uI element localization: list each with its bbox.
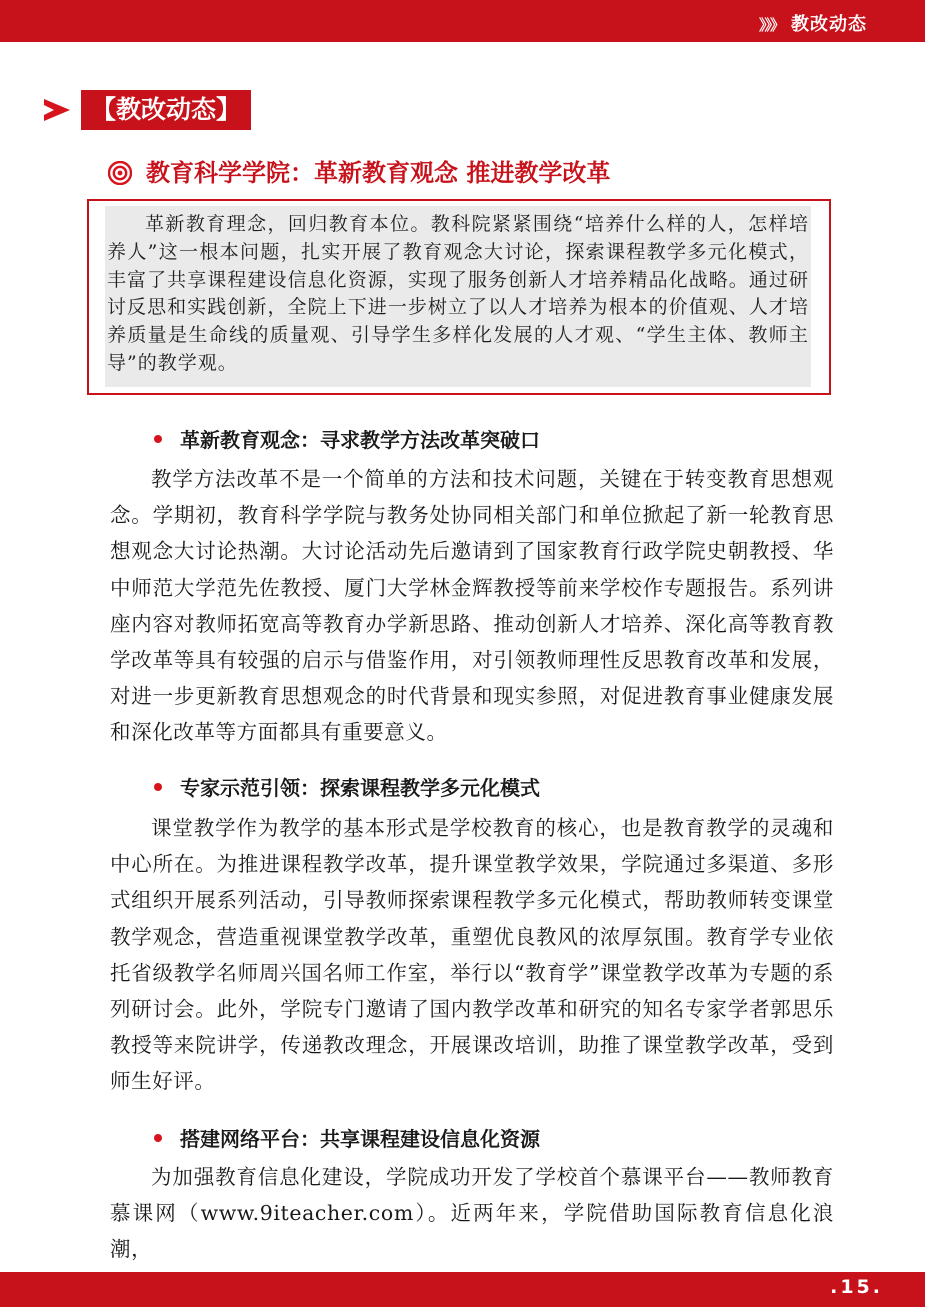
section-heading-text: 革新教育观念：寻求教学方法改革突破口 [180, 428, 540, 452]
double-chevron-icon: 》》》 [758, 16, 783, 34]
section-heading-text: 搭建网络平台：共享课程建设信息化资源 [180, 1127, 540, 1151]
abstract-box [87, 199, 831, 395]
bullet-dot-icon [154, 783, 162, 791]
section-paragraph-3: 为加强教育信息化建设，学院成功开发了学校首个慕课平台——教师教育慕课网（www.9iteacher.com）。近两年来，学院借助国际教育信息化浪潮， [110, 1165, 834, 1262]
arrow-notch [44, 105, 54, 115]
abstract-panel [105, 206, 811, 387]
header-section-title [759, 10, 867, 36]
abstract-text: 革新教育理念，回归教育本位。教科院紧紧围绕“培养什么样的人，怎样培养人”这一根本问题，扎实开展了教育观念大讨论，探索课程教学多元化模式，丰富了共享课程建设信息化资源，实现了服务创新人才培养精品化战略。通过研讨反思和实践创新，全院上下进一步树立了以人才培养为根本的价值观、人才培养质量是生命线的质量观、引导学生多样化发展的人才观、“学生主体、教师主导”的教学观。 [107, 213, 809, 374]
section-paragraph-1: 教学方法改革不是一个简单的方法和技术问题，关键在于转变教育思想观念。学期初，教育科学学院与教务处协同相关部门和单位掀起了新一轮教育思想观念大讨论热潮。大讨论活动先后邀请到了国家教育行政学院史朝教授、华中师范大学范先佐教授、厦门大学林金辉教授等前来学校作专题报告。系列讲座内容对教师拓宽高等教育办学新思路、推动创新人才培养、深化高等教育教学改革等具有较强的启示与借鉴作用，对引领教师理性反思教育改革和发展，对进一步更新教育思想观念的时代背景和现实参照，对促进教育事业健康发展和深化改革等方面都具有重要意义。 [110, 467, 834, 745]
page-number: .15. [830, 1276, 883, 1298]
section-heading-text: 专家示范引领：探索课程教学多元化模式 [180, 776, 540, 800]
header-bar [0, 0, 925, 42]
header-title-text: 教改动态 [791, 14, 867, 35]
section-paragraph-2: 课堂教学作为教学的基本形式是学校教育的核心，也是教育教学的灵魂和中心所在。为推进课程教学改革，提升课堂教学效果，学院通过多渠道、多形式组织开展系列活动，引导教师探索课程教学多元化模式，帮助教师转变课堂教学观念，营造重视课堂教学改革，重塑优良教风的浓厚氛围。教育学专业依托省级教学名师周兴国名师工作室，举行以“教育学”课堂教学改革为专题的系列研讨会。此外，学院专门邀请了国内教学改革和研究的知名专家学者郭思乐教授等来院讲学，传递教改理念，开展课改培训，助推了课堂教学改革，受到师生好评。 [110, 816, 834, 1094]
footer-bar [0, 1272, 925, 1307]
article-title-text: 教育科学学院：革新教育观念 推进教学改革 [146, 159, 611, 187]
target-icon [108, 161, 132, 185]
bullet-dot-icon [154, 435, 162, 443]
bullet-dot-icon [154, 1134, 162, 1142]
section-tag-label: 【教改动态】 [81, 90, 251, 130]
